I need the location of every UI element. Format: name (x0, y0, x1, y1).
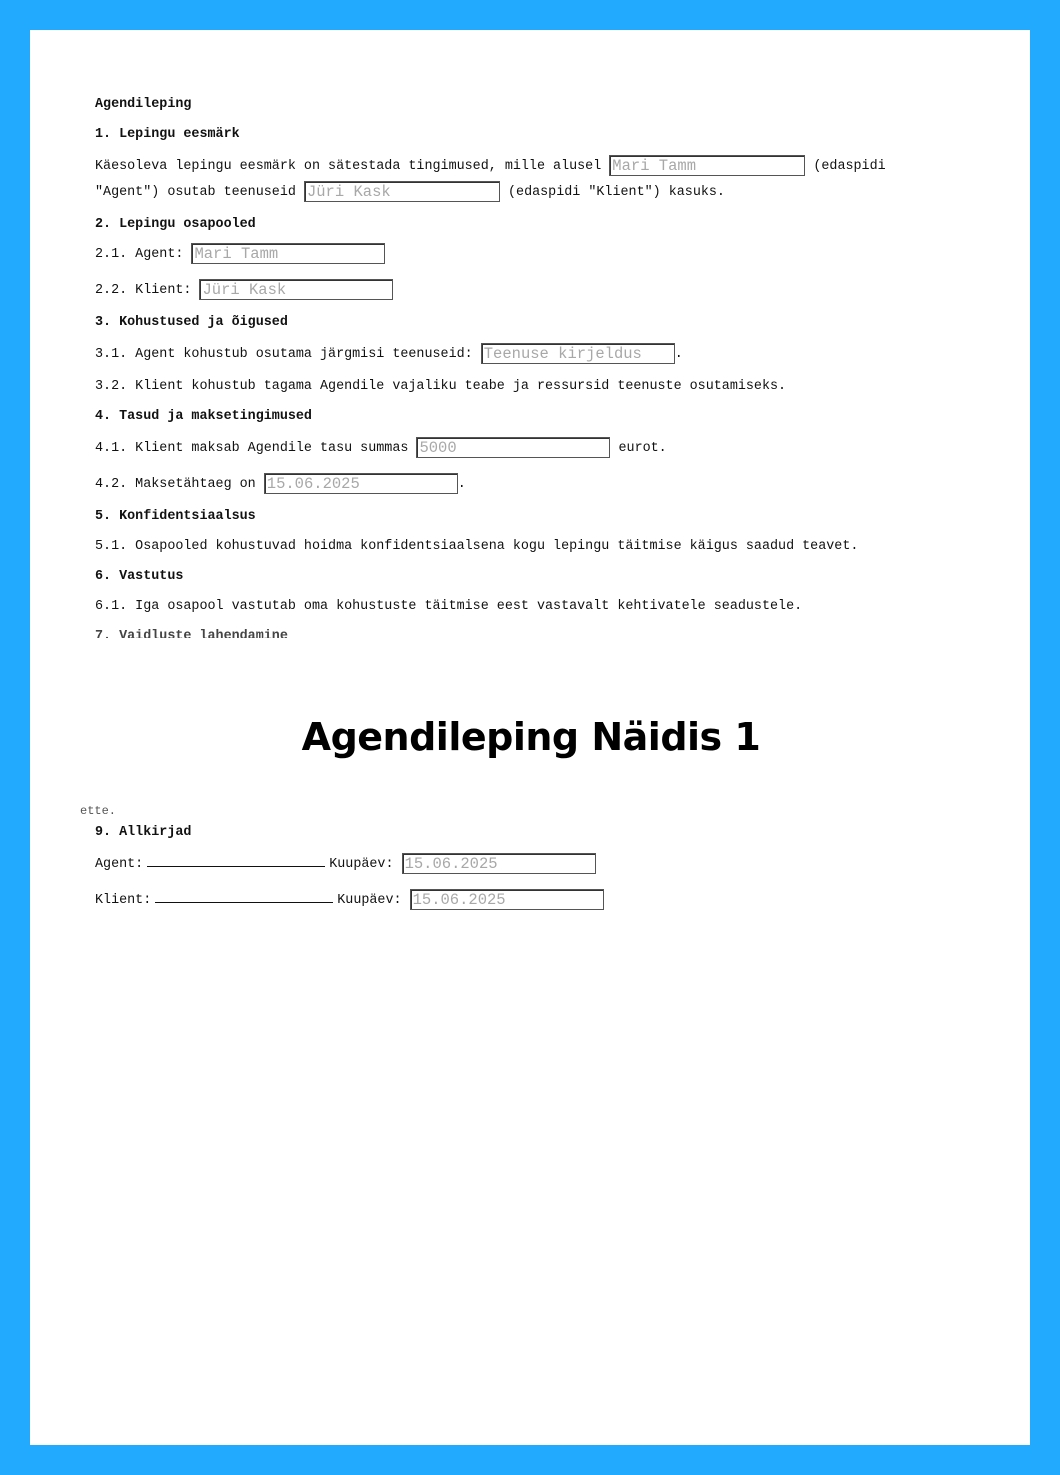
section-9-heading: 9. Allkirjad (95, 825, 192, 840)
services-label: 3.1. Agent kohustub osutama järgmisi teenuseid: (95, 347, 473, 362)
due-date-label: 4.2. Maksetähtaeg on (95, 477, 256, 492)
services-row (95, 342, 915, 368)
fee-end: eurot. (618, 441, 667, 456)
s1-text-c: "Agent") osutab teenuseid (95, 185, 296, 200)
section-2-heading: 2. Lepingu osapooled (95, 217, 256, 232)
client-signature-line[interactable] (155, 888, 333, 903)
agent-date-label: Kuupäev: (329, 857, 394, 872)
client-field[interactable]: Jüri Kask (199, 279, 393, 300)
due-date-row (95, 472, 915, 498)
fee-field[interactable]: 5000 (416, 437, 610, 458)
client-date-label: Kuupäev: (337, 893, 402, 908)
agent-name-field[interactable]: Mari Tamm (609, 155, 805, 176)
contract-body (95, 92, 915, 638)
section-3-heading: 3. Kohustused ja õigused (95, 315, 288, 330)
section-7-heading-partial: 7. Vaidluste lahendamine (95, 629, 288, 638)
s1-text-a: Käesoleva lepingu eesmärk on sätestada tingimused, mille alusel (95, 159, 602, 174)
banner-title: Agendileping Näidis 1 (301, 715, 761, 759)
due-date-field[interactable]: 15.06.2025 (264, 473, 458, 494)
document-title: Agendileping (95, 97, 192, 112)
fee-row (95, 436, 915, 462)
client-signature-label: Klient: (95, 893, 152, 908)
section-1-heading: 1. Lepingu eesmärk (95, 127, 240, 142)
client-label: 2.2. Klient: (95, 283, 192, 298)
section-3-2: 3.2. Klient kohustub tagama Agendile vajaliku teabe ja ressursid teenuste osutamiseks. (95, 379, 787, 394)
s1-text-d: (edaspidi "Klient") kasuks. (508, 185, 725, 200)
agent-date-field[interactable]: 15.06.2025 (402, 853, 596, 874)
client-name-field[interactable]: Jüri Kask (304, 181, 500, 202)
fee-label: 4.1. Klient maksab Agendile tasu summas (95, 441, 409, 456)
s1-text-b: (edaspidi (813, 159, 886, 174)
agent-signature-row (95, 852, 915, 878)
services-field[interactable]: Teenuse kirjeldus (481, 343, 675, 364)
agent-signature-label: Agent: (95, 857, 144, 872)
client-row (95, 278, 915, 304)
section-5-heading: 5. Konfidentsiaalsus (95, 509, 256, 524)
section-1-text (95, 154, 915, 206)
title-banner (30, 660, 1030, 814)
section-4-heading: 4. Tasud ja maksetingimused (95, 409, 312, 424)
agent-row (95, 242, 915, 268)
client-signature-row (95, 888, 915, 914)
section-8-partial: ette. (80, 804, 117, 816)
agent-signature-line[interactable] (147, 852, 325, 867)
section-5-1: 5.1. Osapooled kohustuvad hoidma konfidentsiaalsena kogu lepingu täitmise käigus saadud teavet. (95, 539, 859, 554)
agent-label: 2.1. Agent: (95, 247, 184, 262)
document-page (30, 30, 1030, 1445)
agent-field[interactable]: Mari Tamm (191, 243, 385, 264)
client-date-field[interactable]: 15.06.2025 (410, 889, 604, 910)
services-end: . (674, 347, 683, 362)
due-date-end: . (457, 477, 466, 492)
section-6-heading: 6. Vastutus (95, 569, 184, 584)
contract-body-lower (80, 800, 915, 914)
section-6-1: 6.1. Iga osapool vastutab oma kohustuste täitmise eest vastavalt kehtivatele seadustele. (95, 599, 803, 614)
